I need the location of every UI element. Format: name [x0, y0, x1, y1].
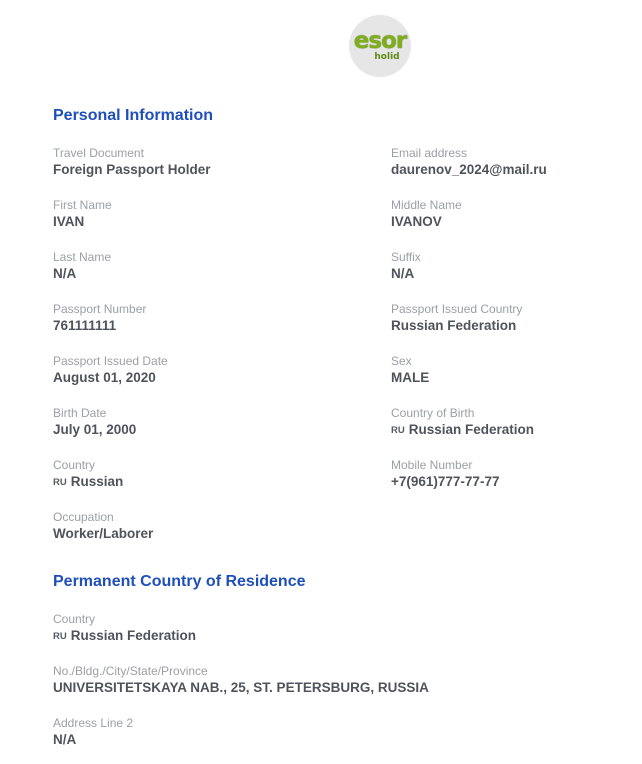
address-line-2-field	[53, 716, 333, 748]
country-value: Russian	[70, 474, 124, 489]
suffix-label: Suffix	[391, 250, 421, 264]
occupation-field	[53, 510, 333, 542]
occupation-label: Occupation	[53, 510, 114, 524]
sex-label: Sex	[391, 354, 412, 368]
middle-name-label: Middle Name	[391, 198, 462, 212]
email-value: daurenov_2024@mail.ru	[391, 162, 547, 177]
middle-name-value: IVANOV	[391, 214, 442, 229]
travel-document-label: Travel Document	[53, 146, 144, 160]
company-logo	[349, 15, 411, 77]
personal-information-heading: Personal Information	[53, 107, 214, 124]
logo-sub-text: holid	[374, 52, 400, 62]
mobile-number-value: +7(961)777-77-77	[391, 474, 500, 489]
residence-country-label: Country	[53, 612, 96, 626]
first-name-label: First Name	[53, 198, 112, 212]
country-label: Country	[53, 458, 96, 472]
birth-date-label: Birth Date	[53, 406, 107, 420]
country-of-birth-label: Country of Birth	[391, 406, 475, 420]
occupation-value: Worker/Laborer	[53, 526, 154, 541]
birth-date-field	[53, 406, 333, 438]
country-value-wrapper	[53, 473, 333, 491]
passport-number-field	[53, 302, 333, 334]
passport-issued-country-label: Passport Issued Country	[391, 302, 523, 316]
email-label: Email address	[391, 146, 468, 160]
logo-main-text: esor	[353, 28, 407, 54]
residence-country-value: Russian Federation	[70, 628, 197, 643]
passport-issued-country-value: Russian Federation	[391, 318, 517, 333]
mobile-number-label: Mobile Number	[391, 458, 473, 472]
address-line-1-label: No./Bldg./City/State/Province	[53, 664, 208, 678]
residence-country-value-wrapper	[53, 627, 333, 645]
last-name-value: N/A	[53, 266, 77, 281]
ru-flag-icon: RU	[53, 477, 67, 488]
email-field	[391, 146, 642, 178]
permanent-residence-heading: Permanent Country of Residence	[53, 573, 306, 590]
birth-date-value: July 01, 2000	[53, 422, 137, 437]
country-of-birth-value: Russian Federation	[408, 422, 535, 437]
middle-name-field	[391, 198, 642, 230]
last-name-field	[53, 250, 333, 282]
first-name-value: IVAN	[53, 214, 85, 229]
residence-country-field	[53, 612, 333, 645]
suffix-value: N/A	[391, 266, 415, 281]
passport-issued-date-field	[53, 354, 333, 386]
passport-number-label: Passport Number	[53, 302, 147, 316]
sex-field	[391, 354, 642, 386]
passport-issued-date-label: Passport Issued Date	[53, 354, 168, 368]
last-name-label: Last Name	[53, 250, 112, 264]
mobile-number-field	[391, 458, 642, 490]
ru-flag-icon: RU	[53, 631, 67, 642]
travel-document-value: Foreign Passport Holder	[53, 162, 211, 177]
address-line-2-value: N/A	[53, 732, 77, 747]
ru-flag-icon: RU	[391, 425, 405, 436]
address-line-2-label: Address Line 2	[53, 716, 134, 730]
passport-issued-country-field	[391, 302, 642, 334]
passport-issued-date-value: August 01, 2020	[53, 370, 156, 385]
address-line-1-value: UNIVERSITETSKAYA NAB., 25, ST. PETERSBURG, RUSSIA	[53, 680, 429, 695]
address-line-1-field	[53, 664, 613, 696]
sex-value: MALE	[391, 370, 430, 385]
first-name-field	[53, 198, 333, 230]
country-field	[53, 458, 333, 491]
passport-number-value: 761111111	[53, 318, 117, 333]
country-of-birth-field	[391, 406, 642, 439]
travel-document-field	[53, 146, 333, 178]
country-of-birth-value-wrapper	[391, 421, 642, 439]
suffix-field	[391, 250, 642, 282]
